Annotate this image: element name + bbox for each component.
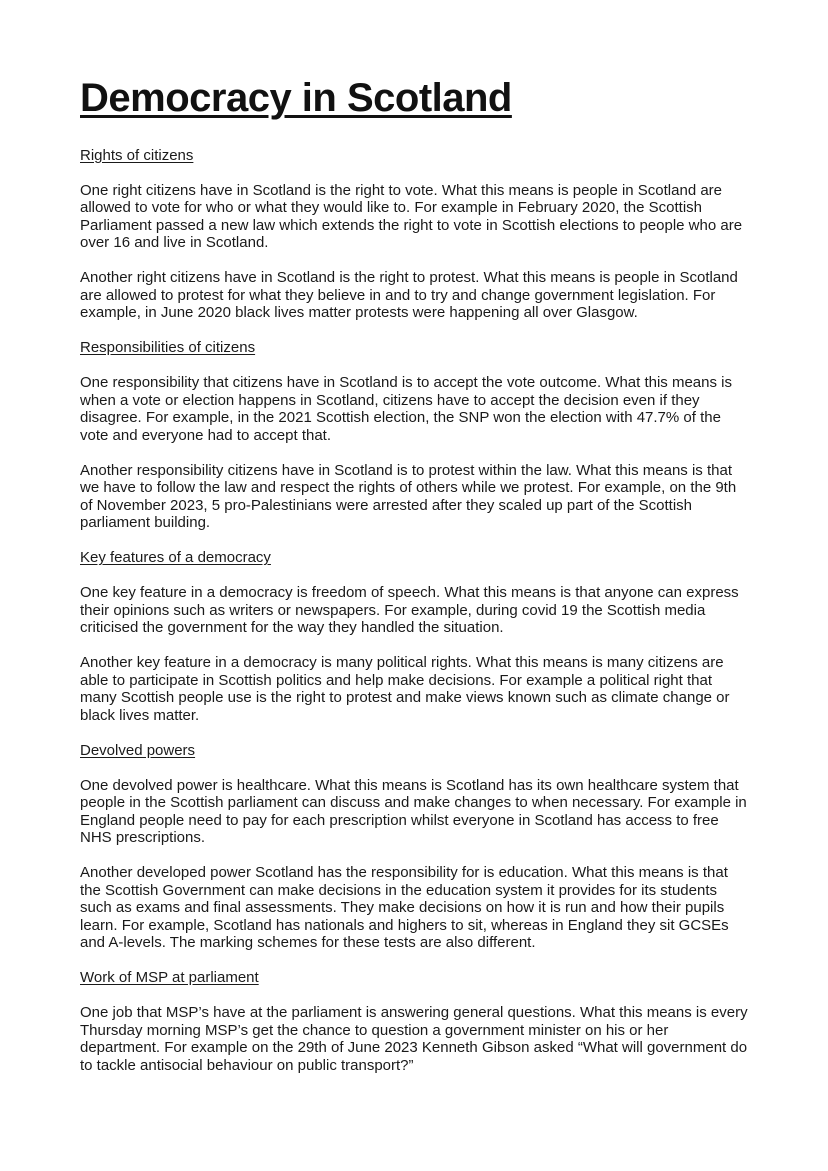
section-devolved-powers bbox=[80, 742, 748, 952]
paragraph: Another key feature in a democracy is many political rights. What this means is many citizens are able to participate in Scottish politics and help make decisions. For example a political right that many Scottish people use is the right to protest and make views known such as climate change or black lives matter. bbox=[80, 654, 730, 724]
section-key-features-of-a-democracy bbox=[80, 549, 748, 724]
section-work-of-msp-at-parliament bbox=[80, 969, 748, 1074]
paragraph: One responsibility that citizens have in Scotland is to accept the vote outcome. What this means is when a vote or election happens in Scotland, citizens have to accept the decision even if they disagree. For example, in the 2021 Scottish election, the SNP won the election with 47.7% of the vote and everyone had to accept that. bbox=[80, 374, 732, 444]
section-heading-devolved-powers: Devolved powers bbox=[80, 741, 196, 759]
paragraph: One key feature in a democracy is freedom of speech. What this means is that anyone can express their opinions such as writers or newspapers. For example, during covid 19 the Scottish media criticised the government for the way they handled the situation. bbox=[80, 584, 739, 637]
section-heading-rights-of-citizens: Rights of citizens bbox=[80, 146, 194, 164]
section-heading-key-features-of-a-democracy: Key features of a democracy bbox=[80, 549, 271, 567]
section-heading-responsibilities-of-citizens: Responsibilities of citizens bbox=[80, 339, 256, 357]
paragraph: One right citizens have in Scotland is the right to vote. What this means is people in Scotland are allowed to vote for who or what they would like to. For example in February 2020, the Scottish Parliament passed a new law which extends the right to vote in Scottish elections to people who are over 16 and live in Scotland. bbox=[80, 181, 743, 252]
section-responsibilities-of-citizens bbox=[80, 339, 748, 532]
document-title: Democracy in Scotland bbox=[80, 76, 512, 120]
section-heading-work-of-msp-at-parliament: Work of MSP at parliament bbox=[80, 969, 259, 987]
paragraph: Another developed power Scotland has the responsibility for is education. What this means is that the Scottish Government can make decisions in the education system it provides for its students such as exams and final assessments. They make decisions on how it is run and how their pupils learn. For example, Scotland has nationals and highers to sit, whereas in England they sit GCSEs and A-levels. The marking schemes for these tests are also different. bbox=[80, 864, 729, 952]
paragraph: One devolved power is healthcare. What this means is Scotland has its own healthcare system that people in the Scottish parliament can discuss and make changes to when necessary. For example in England people need to pay for each prescription whilst everyone in Scotland has access to free NHS prescriptions. bbox=[80, 776, 747, 847]
paragraph: Another responsibility citizens have in Scotland is to protest within the law. What this means is that we have to follow the law and respect the rights of others while we protest. For example, on the 9th of November 2023, 5 pro-Palestinians were arrested after they scaled up part of the Scottish parliament building. bbox=[80, 461, 737, 532]
section-rights-of-citizens bbox=[80, 147, 748, 322]
paragraph: One job that MSP’s have at the parliament is answering general questions. What this means is every Thursday morning MSP’s get the chance to question a government minister on his or her department. For example on the 29th of June 2023 Kenneth Gibson asked “What will government do to tackle antisocial behaviour on public transport?” bbox=[80, 1004, 748, 1074]
paragraph: Another right citizens have in Scotland is the right to protest. What this means is people in Scotland are allowed to protest for what they believe in and to try and change government legislation. For example, in June 2020 black lives matter protests were happening all over Glasgow. bbox=[80, 269, 738, 322]
